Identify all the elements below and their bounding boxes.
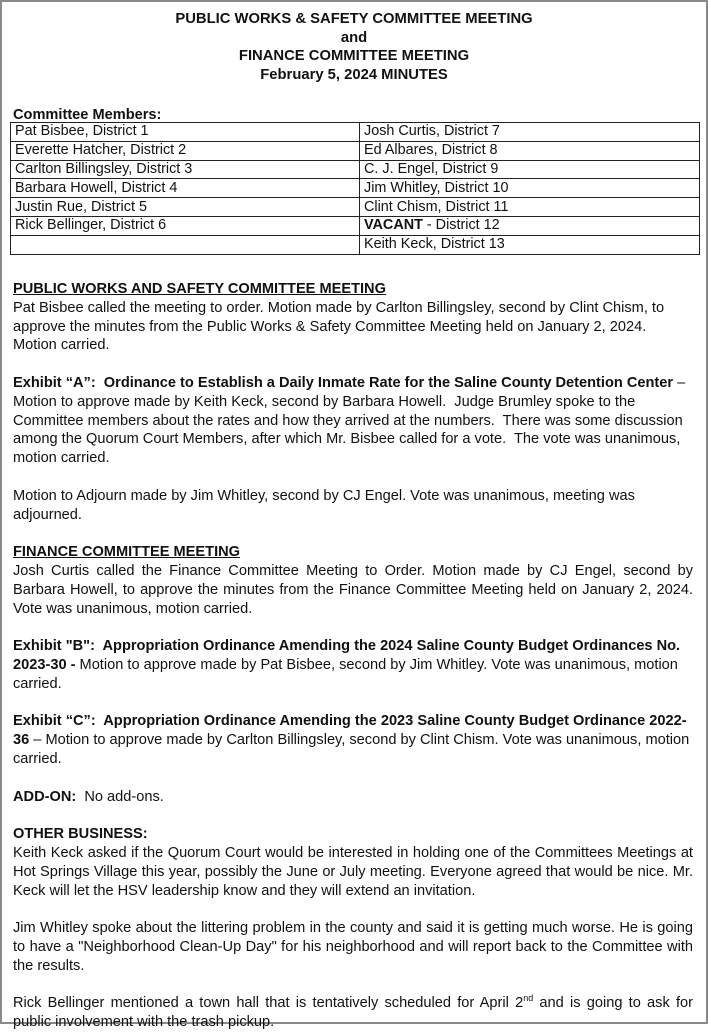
- table-row: [11, 216, 700, 235]
- member-cell: Ed Albares, District 8: [360, 141, 700, 160]
- member-cell-empty: [11, 235, 360, 254]
- table-row: [11, 141, 700, 160]
- member-cell: Keith Keck, District 13: [360, 235, 700, 254]
- minutes-body: [13, 280, 698, 1032]
- committee-members-table: [10, 122, 700, 255]
- header-line-3: FINANCE COMMITTEE MEETING: [238, 48, 470, 65]
- exhibit-a-heading: Exhibit “A”: Ordinance to Establish a Daily Inmate Rate for the Saline County Detention Center: [13, 374, 674, 391]
- adjourn-paragraph: Motion to Adjourn made by Jim Whitley, second by CJ Engel. Vote was unanimous, meeting was adjourned.: [13, 487, 635, 523]
- exhibit-c-text: – Motion to approve made by Carlton Billingsley, second by Clint Chism. Vote was unanimous, motion carried.: [13, 732, 694, 767]
- finance-intro: Josh Curtis called the Finance Committee Meeting to Order. Motion made by CJ Engel, second by Barbara Howell, to approve the minutes from the Finance Committee Meeting held on January 2, 2024. Vote was unanimous, motion carried.: [13, 562, 693, 617]
- other-business-paragraph-1: Keith Keck asked if the Quorum Court would be interested in holding one of the Committees Meetings at Hot Springs Village this year, possibly the June or July meeting. Everyone agreed that would be nice. Mr. Keck will let the HSV leadership know and they will extend an invitation.: [13, 844, 693, 899]
- table-row: [11, 198, 700, 217]
- member-cell: C. J. Engel, District 9: [360, 160, 700, 179]
- town-hall-text-cont: and is going to ask for public involvement with the trash pickup.: [13, 995, 698, 1031]
- public-works-intro: Pat Bisbee called the meeting to order. Motion made by Carlton Billingsley, second by Clint Chism, to approve the minutes from the Public Works & Safety Committee Meeting held on January 2, 2024. Motion carried.: [13, 299, 665, 354]
- table-row: [11, 123, 700, 142]
- member-cell: Clint Chism, District 11: [360, 198, 700, 217]
- other-business-paragraph-2: Jim Whitley spoke about the littering problem in the county and said it is getting much worse. He is going to have a "Neighborhood Clean-Up Day" for his neighborhood and will report back to the Committee with the results.: [13, 920, 693, 974]
- other-business-title: OTHER BUSINESS:: [13, 826, 148, 843]
- exhibit-b-heading: Exhibit "B": Appropriation Ordinance Amending the 2024 Saline County Budget Ordinances No. 2023-30 -: [13, 638, 685, 673]
- exhibit-c-paragraph: [13, 712, 693, 768]
- exhibit-c-heading: Exhibit “C”: Appropriation Ordinance Amending the 2023 Saline County Budget Ordinance 2022-36: [13, 713, 687, 749]
- table-row: [11, 160, 700, 179]
- vacant-district: - District 12: [422, 217, 500, 234]
- exhibit-a-paragraph: [13, 374, 693, 468]
- member-cell: Barbara Howell, District 4: [11, 179, 360, 198]
- addon-paragraph: [13, 788, 693, 807]
- addon-label: ADD-ON:: [13, 788, 77, 805]
- member-cell: Rick Bellinger, District 6: [11, 216, 360, 235]
- vacant-label: VACANT: [364, 217, 423, 234]
- member-cell: Everette Hatcher, District 2: [11, 141, 360, 160]
- header-line-1: PUBLIC WORKS & SAFETY COMMITTEE MEETING: [175, 11, 533, 27]
- member-cell: Josh Curtis, District 7: [360, 123, 700, 142]
- finance-section-title: FINANCE COMMITTEE MEETING: [13, 544, 241, 561]
- member-cell: Jim Whitley, District 10: [360, 179, 700, 198]
- public-works-section-title: PUBLIC WORKS AND SAFETY COMMITTEE MEETING: [13, 281, 386, 297]
- member-cell: Pat Bisbee, District 1: [11, 123, 360, 142]
- committee-members-label: Committee Members:: [13, 107, 162, 123]
- addon-text: No add-ons.: [76, 788, 164, 805]
- exhibit-a-text: – Motion to approve made by Keith Keck, second by Barbara Howell. Judge Brumley spoke to the Committee members about the rates and how they arrived at the numbers. There was some discussion among the Quorum Court Members, after which Mr. Bisbee called for a vote. The vote was unanimous, motion carried.: [13, 374, 690, 467]
- exhibit-b-paragraph: [13, 637, 693, 693]
- ordinal-suffix: nd: [523, 993, 534, 1004]
- table-row: [11, 179, 700, 198]
- member-cell: Justin Rue, District 5: [11, 198, 360, 217]
- town-hall-text: Rick Bellinger mentioned a town hall that is tentatively scheduled for April 2: [13, 995, 524, 1012]
- document-header: [2, 2, 706, 84]
- header-line-2: and: [340, 29, 368, 46]
- member-cell: Carlton Billingsley, District 3: [11, 160, 360, 179]
- table-row: [11, 235, 700, 254]
- exhibit-b-text: Motion to approve made by Pat Bisbee, second by Jim Whitley. Vote was unanimous, motion carried.: [13, 656, 682, 692]
- other-business-paragraph-3: [13, 993, 698, 1032]
- member-cell: [360, 216, 700, 235]
- header-date: February 5, 2024 MINUTES: [260, 66, 448, 83]
